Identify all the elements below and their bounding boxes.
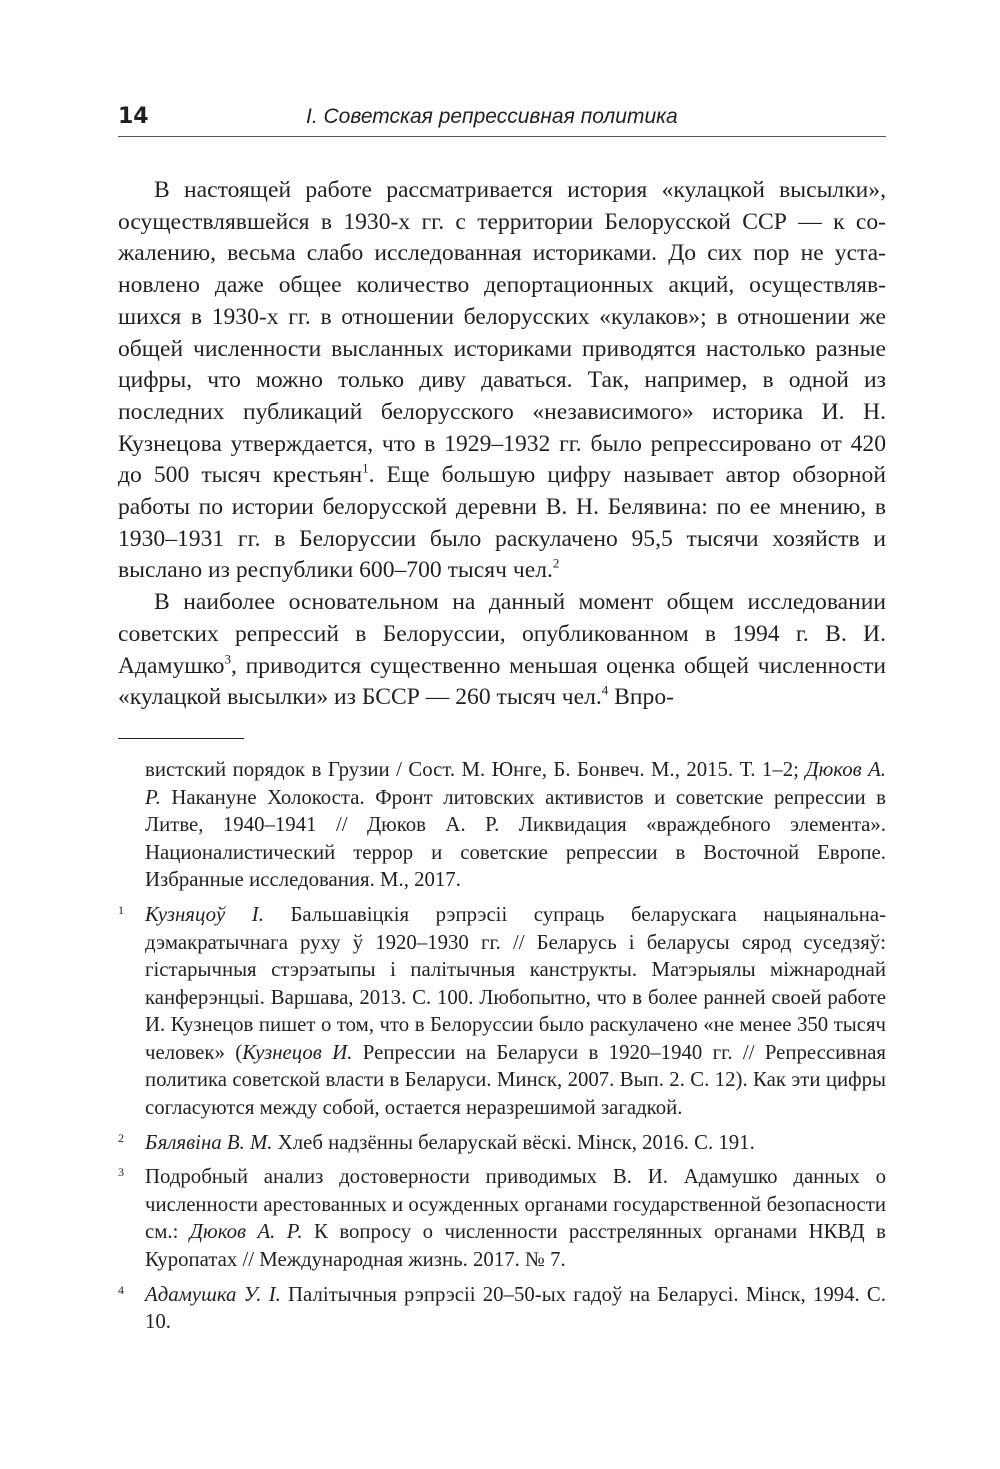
page-number: 14 [118, 104, 149, 129]
section-title: I. Советская репрессивная политика [306, 105, 678, 128]
footnote-mark: 1 [118, 902, 124, 917]
running-head [118, 96, 886, 137]
footnote-ref[interactable]: 1 [362, 460, 369, 476]
footnote-1: 1 Кузняцоў І. Бальшавіцкія рэпрэсіі супраць беларускага нацыянальна-дэмакратычнага руху ў 1920–1930 гг. // Беларусь і беларусы сярод суседзяў: гістарычныя стэрэатыпы і палітычныя канструкты. Матэрыялы міжнароднай канферэнцыі. Варшава, 2013. С. 100. Любопытно, что в более ранней своей работе И. Кузнецов пишет о том, что в Белоруссии было раскулачено «не менее 350 тысяч человек» (Кузнецов И. Репрессии на Беларуси в 1920–1940 гг. // Репрессивная политика советской власти в Беларуси. Минск, 2007. Вып. 2. С. 12). Как эти цифры согласуются между собой, остается неразрешимой загадкой. [118, 902, 886, 1120]
book-page [118, 96, 886, 1343]
footnote-divider [118, 738, 244, 739]
footnote-2: 2 Бялявіна В. М. Хлеб надзённы беларускай вёскі. Мінск, 2016. С. 191. [118, 1130, 755, 1154]
paragraph: В настоящей работе рассматривается история «кулацкой высылки», осуществлявшейся в 1930-х гг. с территории Белорусской ССР — к сожалению, весьма слабо исследованная историками. До сих пор не установлено даже общее количество депортационных акций, осуществлявшихся в 1930-х гг. в отношении белорусских «кулаков»; в отношении же общей численности высланных историками приводятся настолько разные цифры, что можно только диву даваться. Так, например, в одной из последних публикаций белорусского «независимого» историка И. Н. Кузнецова утверждается, что в 1929–1932 гг. было репрессировано от 420 до 500 тысяч крестьян$^1$. Еще большую цифру называет автор обзорной работы по истории белорусской деревни В. Н. Белявина: по ее мнению, в 1930–1931 гг. в Белоруссии было раскулачено 95,5 тысячи хозяйств и выслано из республики 600–700 тысяч чел.$^2$ [118, 177, 886, 584]
footnote-ref[interactable]: 2 [552, 555, 560, 571]
footnote-mark: 2 [118, 1130, 124, 1145]
footnote-mark: 4 [118, 1282, 124, 1297]
footnote-ref[interactable]: 3 [224, 650, 231, 666]
main-text [118, 175, 886, 714]
paragraph: В наиболее основательном на данный момент общем исследовании советских репрессий в Белоруссии, опубликованном в 1994 г. В. И. Адамушко$^3$, приводится существенно меньшая оценка общей численности «кулацкой высылки» из БССР — 260 тысяч чел.$^4$ Впро- [118, 589, 886, 711]
footnote-continuation: вистский порядок в Грузии / Сост. М. Юнге, Б. Бонвеч. М., 2015. Т. 1–2; Дюков А. Р. Накануне Холокоста. Фронт литовских активистов и советские репрессии в Литве, 1940–1941 // Дюков А. Р. Ликвидация «враждебного элемента». Националистический террор и советские репрессии в Восточной Европе. Избранные исследования. М., 2017. [145, 757, 887, 892]
footnote-3: 3 Подробный анализ достоверности приводимых В. И. Адамушко данных о численности арестованных и осужденных органами государственной безопасности см.: Дюков А. Р. К вопросу о численности расстрелянных органами НКВД в Куропатах // Международная жизнь. 2017. № 7. [118, 1165, 886, 1272]
footnote-ref[interactable]: 4 [601, 682, 609, 698]
footnotes [118, 756, 886, 1336]
footnote-4: 4 Адамушка У. І. Палітычныя рэпрэсіі 20–50-ых гадоў на Беларусі. Мінск, 1994. С. 10. [118, 1282, 886, 1334]
footnote-mark: 3 [118, 1165, 124, 1180]
